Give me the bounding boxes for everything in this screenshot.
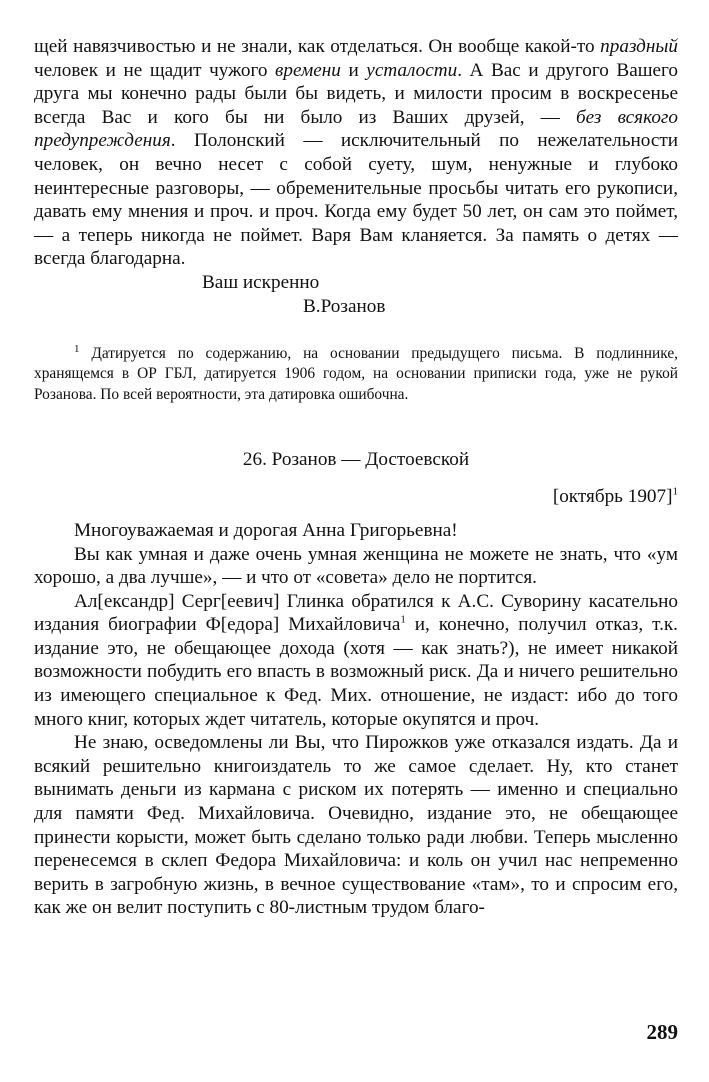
text-run: . А Вас и другого Вашего друга мы конечно рады были бы видеть, и милости просим в воскресенье всегда Вас и кого бы ни было из Ваших друзей, — (34, 59, 679, 128)
text-run: и, конечно, получил отказ, т.к. издание это, не обещающее дохода (хотя — как знать?), не имеет никакой возможности побудить его впасть в возможный риск. Да и ничего решительно из имеющего специальное к Фед. Мих. отношение, не издаст: ибо до того много книг, которых ждет читатель, которые окупятся и проч. (34, 614, 678, 730)
letter-paragraph-1: Вы как умная и даже очень умная женщина не можете не знать, что «ум хорошо, а два лучше», — и что от «совета» дело не портится. (34, 543, 678, 589)
letter-end-paragraph (34, 35, 678, 271)
text-run: щей навязчивостью и не знали, как отделаться. Он вообще какой-то (34, 36, 601, 57)
letter-closing: Ваш искренно (202, 271, 320, 293)
text-run: Ал[ександр] Серг[еевич] Глинка обратился к А.С. Суворину касательно издания биографии Ф[едора] Михайловича (34, 590, 678, 636)
letter-paragraph-2 (34, 590, 678, 732)
date-text: [октябрь 1907] (552, 486, 673, 508)
italic-run: без всякого предупреждения (34, 106, 678, 152)
footnote-ref: 1 (672, 485, 678, 498)
text-run: . Полонский — исключительный по нежелательности человек, он вечно несет с собой суету, шум, ненужные и глубоко неинтересные разговоры, — обременительные просьбы читать его рукописи, давать ему мнения и проч. и проч. Когда ему будет 50 лет, он сам это поймет, — а теперь никогда не поймет. Варя Вам кланяется. За память о детях — всегда благодарна. (34, 130, 678, 270)
footnote-text: Датируется по содержанию, на основании предыдущего письма. В подлиннике, хранящемся в ОР ГБЛ, датируется 1906 годом, на основании приписки года, уже не рукой Розанова. По всей вероятности, эта датировка ошибочна. (34, 345, 678, 403)
italic-run: праздный (600, 36, 678, 57)
text-run: и (340, 59, 367, 81)
text-run: человек и не щадит чужого (34, 59, 276, 81)
letter-paragraph-3: Не знаю, осведомлены ли Вы, что Пирожков уже отказался издать. Да и всякий решительно книгоиздатель то же самое сделает. Ну, кто станет вынимать деньги из кармана с риском их потерять — именно и специально для памяти Фед. Михайловича. Очевидно, издание это, не обещающее принести корысти, может быть сделано только ради любви. Теперь мысленно перенесемся в склеп Федора Михайловича: и коль он учил нас непременно верить в загробную жизнь, в вечное существование «там», то и спросим его, как же он велит поступить с 80-листным трудом благо- (34, 732, 678, 919)
footnote (34, 344, 678, 405)
footnote-mark: 1 (74, 343, 80, 355)
footnote-ref: 1 (400, 613, 406, 626)
italic-run: усталости (366, 59, 458, 81)
letter-salutation: Многоуважаемая и дорогая Анна Григорьевна! (74, 519, 458, 541)
letter-signature: В.Розанов (303, 295, 386, 317)
page-content (34, 35, 678, 920)
page-number: 289 (646, 1020, 678, 1044)
italic-run: времени (275, 59, 341, 81)
letter-date (34, 485, 678, 509)
letter-heading: 26. Розанов — Достоевской (242, 448, 470, 470)
